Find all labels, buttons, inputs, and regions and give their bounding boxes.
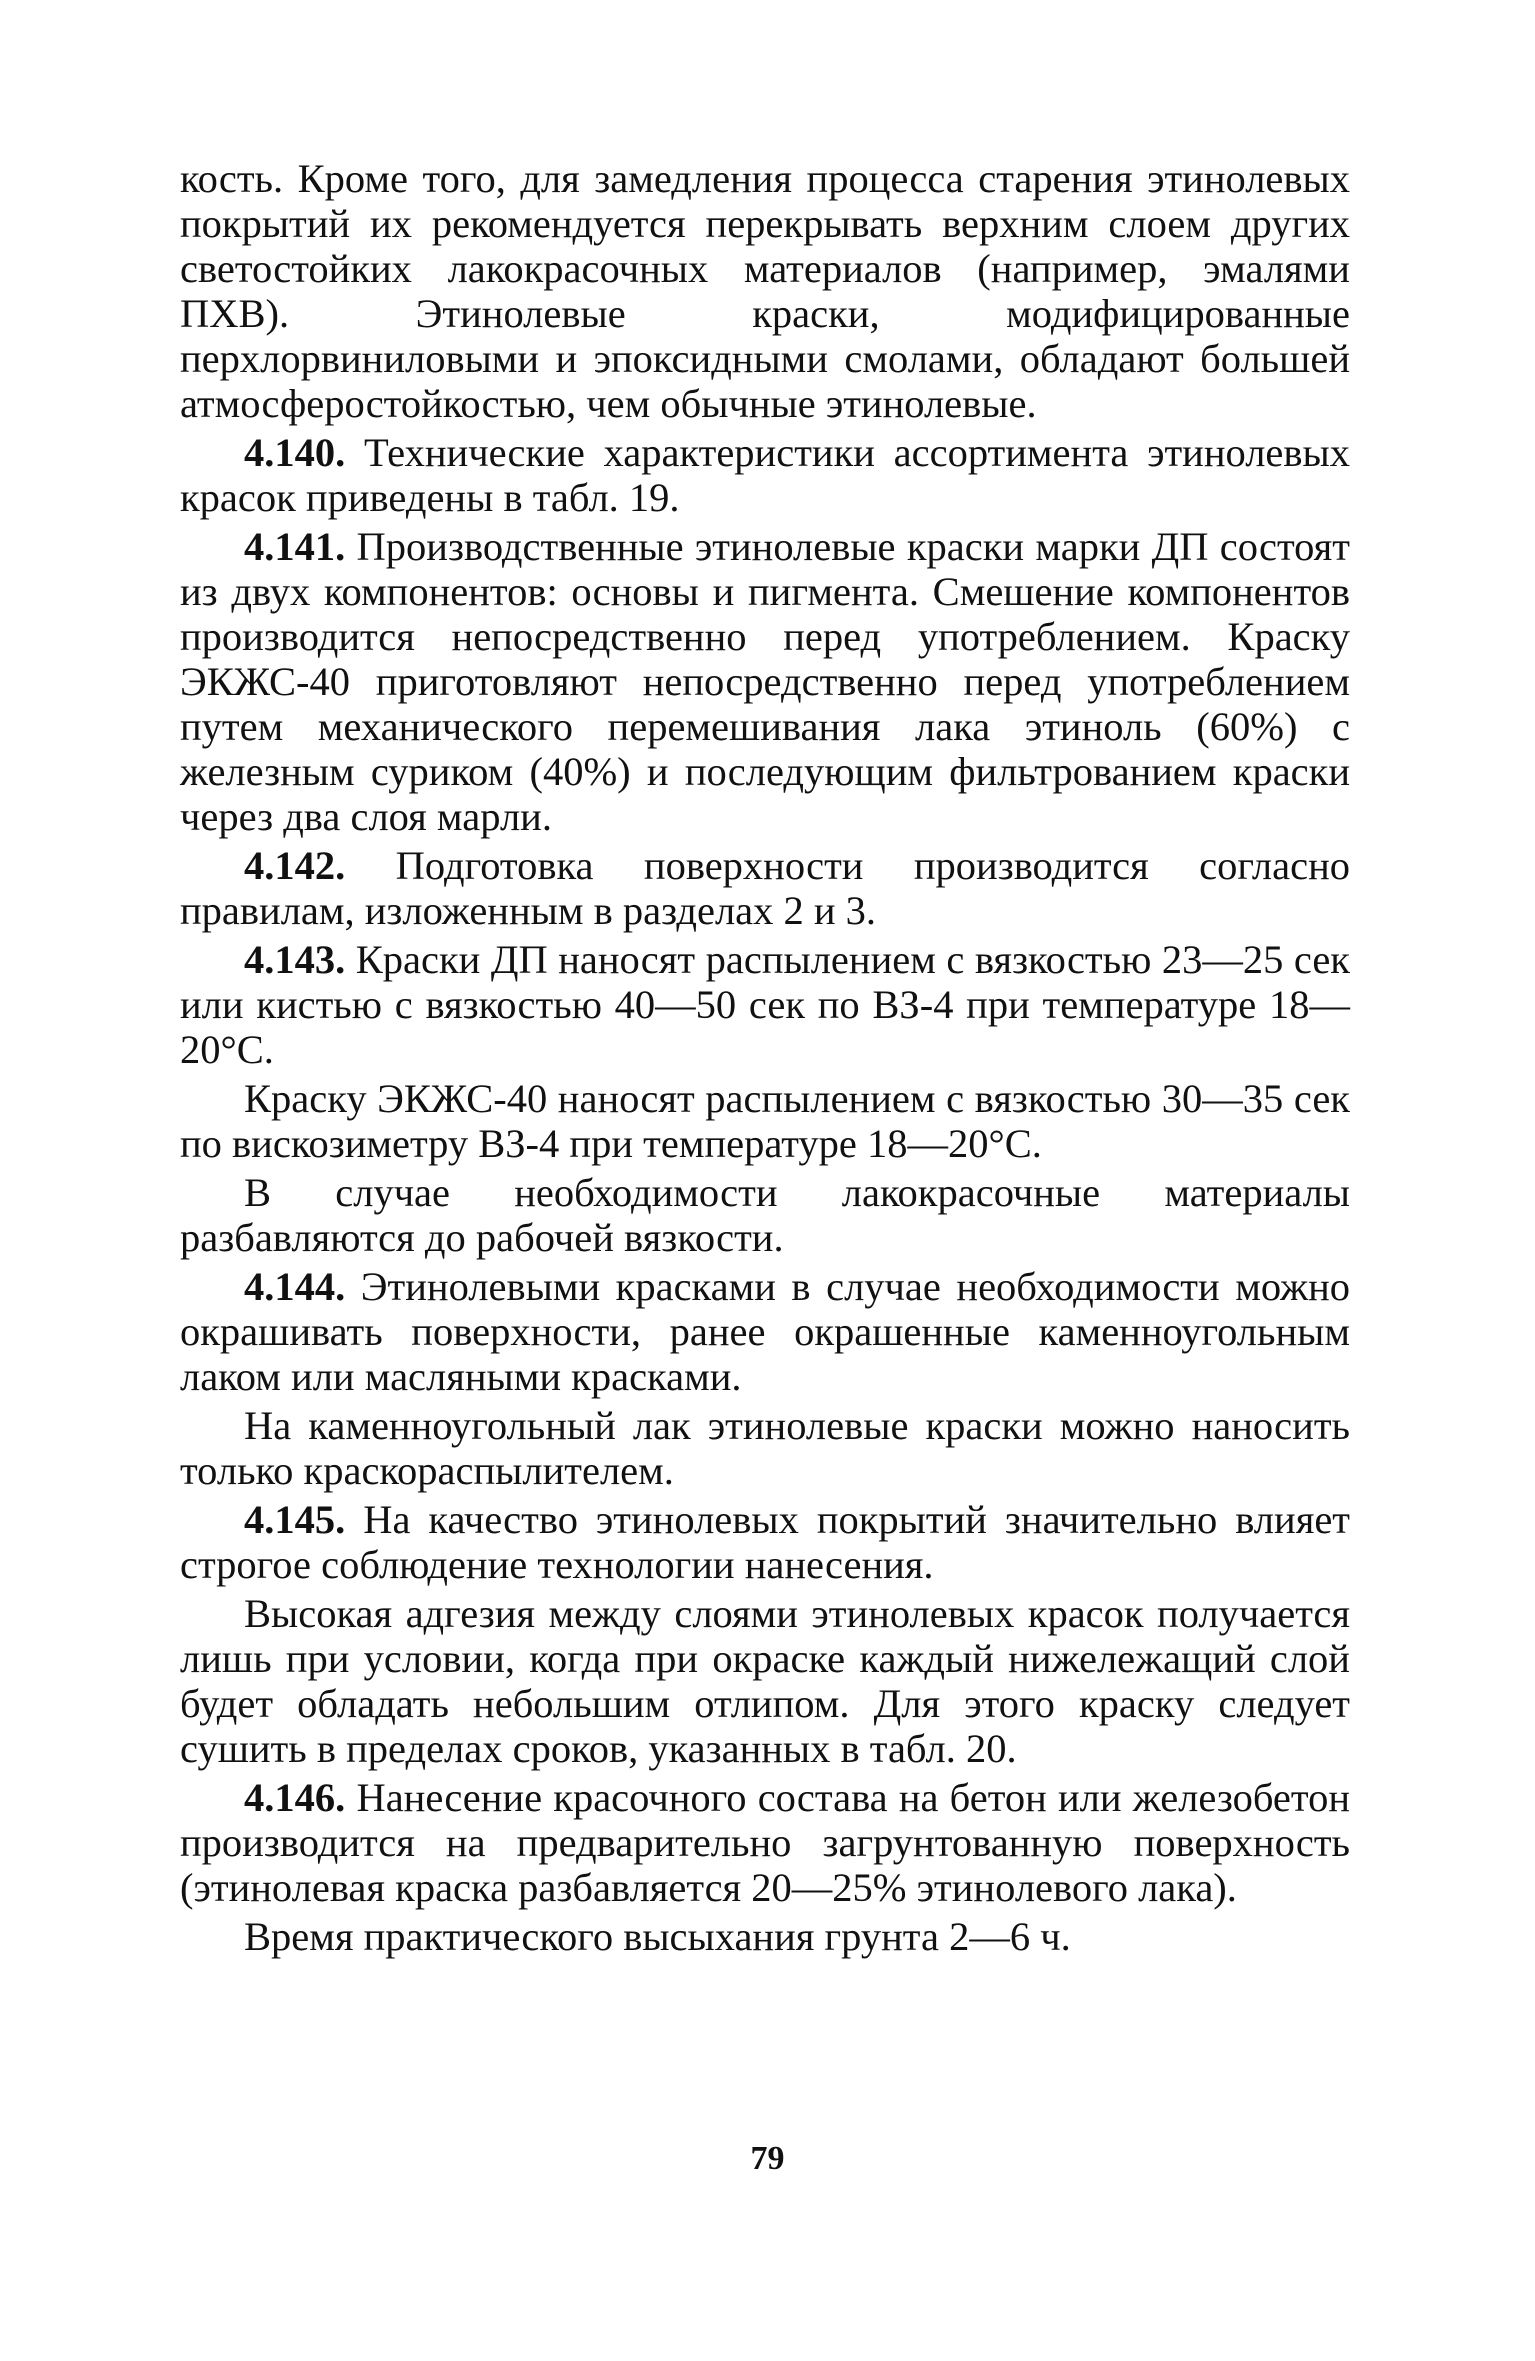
paragraph-coal-lacquer: На каменноугольный лак этинолевые краски можно наносить только краскораспылителем. xyxy=(180,1403,1350,1493)
paragraph-continuation: кость. Кроме того, для замедления процесса старения этинолевых покрытий их рекомендуется перекрывать верхним слоем других светостойких лакокрасочных материалов (например, эмалями ПХВ). Этинолевые краски, модифицированные перхлорвиниловыми и эпоксидными смолами, обладают большей атмосферостойкостью, чем обычные этинолевые. xyxy=(180,156,1350,426)
page-number: 79 xyxy=(750,2140,785,2177)
paragraph-4-144: 4.144. Этинолевыми красками в случае необходимости можно окрашивать поверхности, ранее окрашенные каменноугольным лаком или масляными красками. xyxy=(180,1264,1350,1399)
paragraph-4-140: 4.140. Технические характеристики ассортимента этинолевых красок приведены в табл. 19. xyxy=(180,430,1350,520)
page-body xyxy=(180,156,1350,1959)
paragraph-4-142: 4.142. Подготовка поверхности производится согласно правилам, изложенным в разделах 2 и 3. xyxy=(180,843,1350,933)
paragraph-ekzhs-viscosity: Краску ЭКЖС-40 наносят распылением с вязкостью 30—35 сек по вискозиметру ВЗ-4 при температуре 18—20°С. xyxy=(180,1076,1350,1166)
paragraph-dilution: В случае необходимости лакокрасочные материалы разбавляются до рабочей вязкости. xyxy=(180,1170,1350,1260)
paragraph-adhesion: Высокая адгезия между слоями этинолевых красок получается лишь при условии, когда при окраске каждый нижележащий слой будет обладать небольшим отлипом. Для этого краску следует сушить в пределах сроков, указанных в табл. 20. xyxy=(180,1591,1350,1771)
paragraph-4-145: 4.145. На качество этинолевых покрытий значительно влияет строгое соблюдение технологии нанесения. xyxy=(180,1497,1350,1587)
paragraph-4-146: 4.146. Нанесение красочного состава на бетон или железобетон производится на предварительно загрунтованную поверхность (этинолевая краска разбавляется 20—25% этинолевого лака). xyxy=(180,1775,1350,1910)
paragraph-drying-time: Время практического высыхания грунта 2—6 ч. xyxy=(244,1914,1071,1959)
paragraph-4-141: 4.141. Производственные этинолевые краски марки ДП состоят из двух компонентов: основы и пигмента. Смешение компонентов производится непосредственно перед употреблением. Краску ЭКЖС-40 приготовляют непосредственно перед употреблением путем механического перемешивания лака этиноль (60%) с железным суриком (40%) и последующим фильтрованием краски через два слоя марли. xyxy=(180,524,1350,839)
paragraph-4-143: 4.143. Краски ДП наносят распылением с вязкостью 23—25 сек или кистью с вязкостью 40—50 сек по ВЗ-4 при температуре 18—20°С. xyxy=(180,937,1350,1072)
